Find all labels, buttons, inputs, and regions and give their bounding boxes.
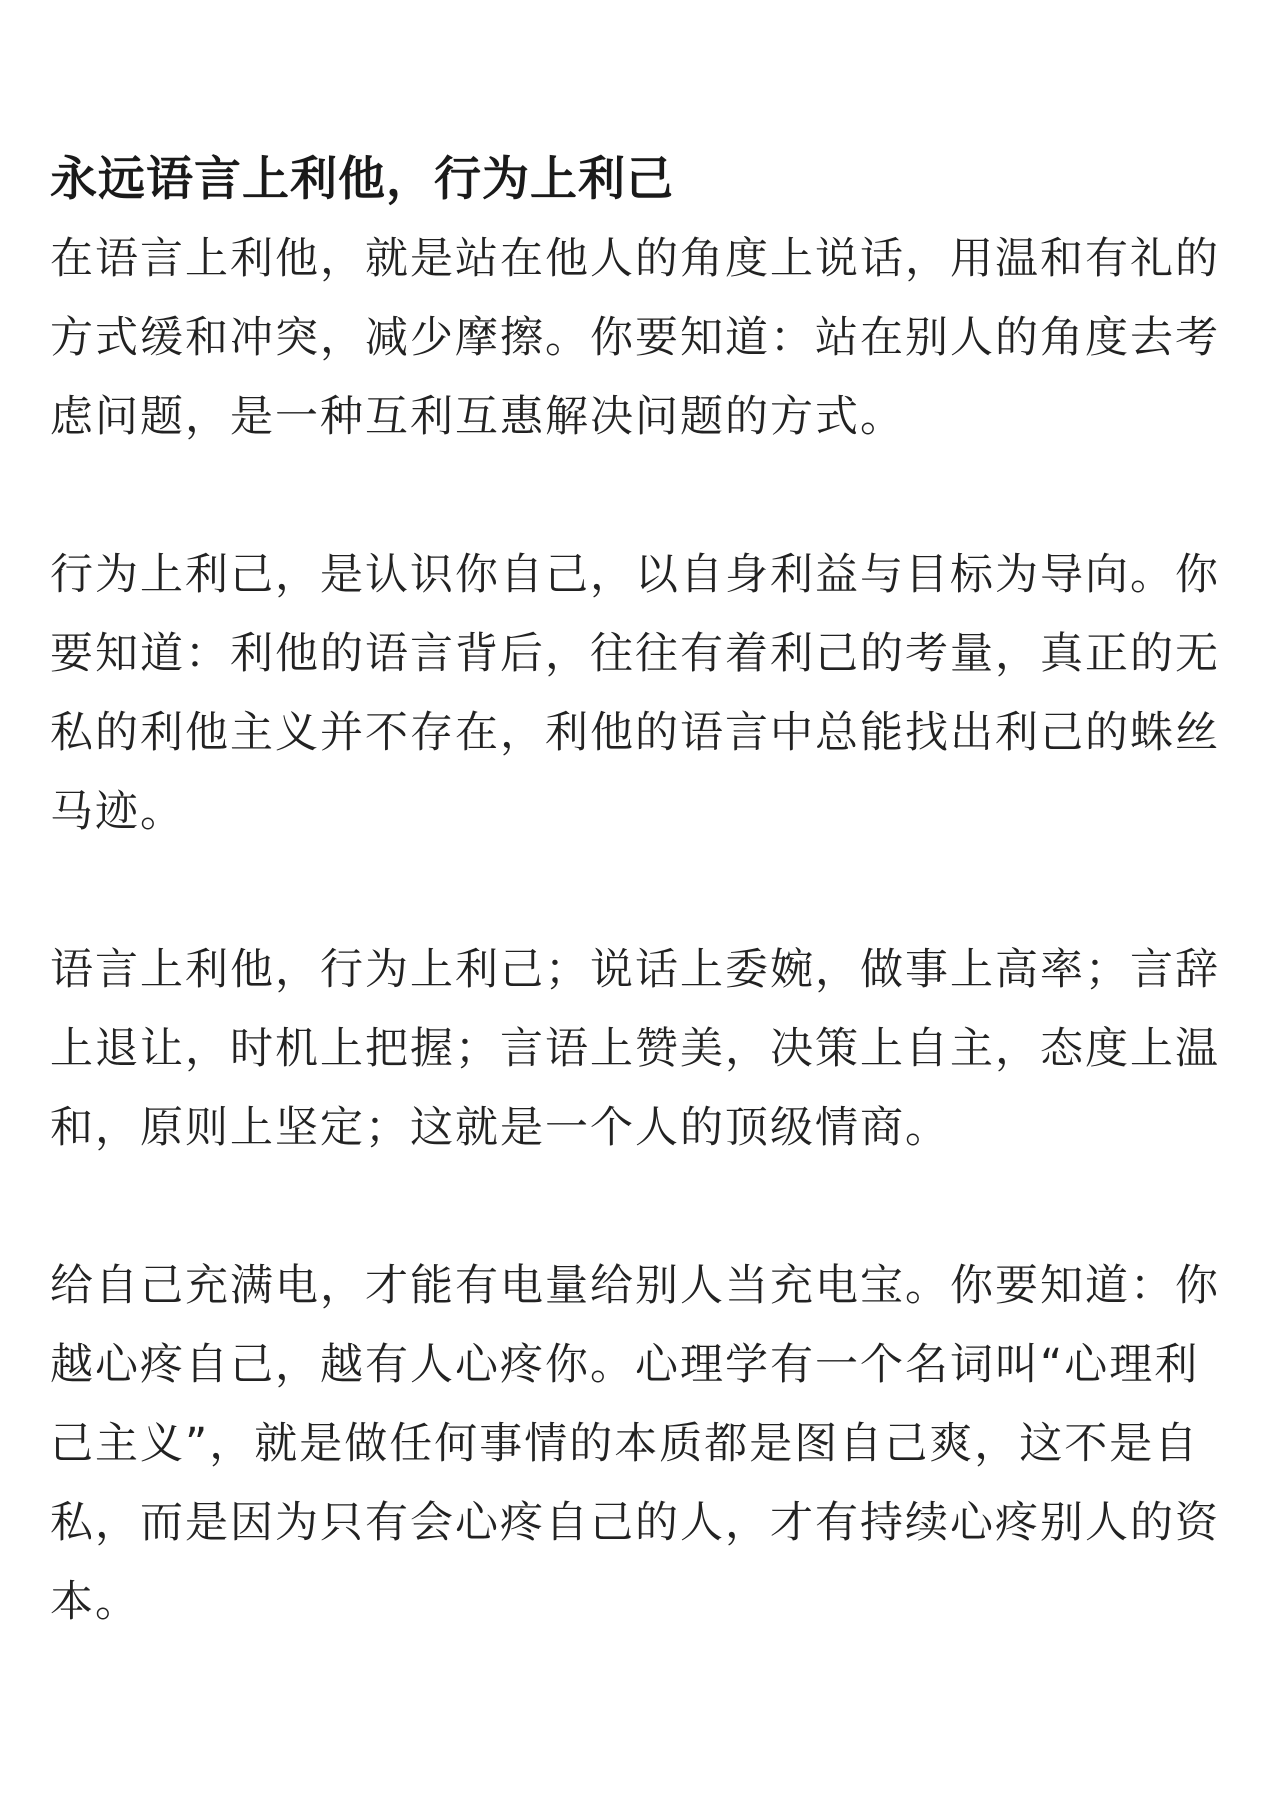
- article-paragraph-4: 给自己充满电，才能有电量给别人当充电宝。你要知道：你越心疼自己，越有人心疼你。心理学有一个名词叫“心理利己主义”，就是做任何事情的本质都是图自己爽，这不是自私，而是因为只有会心疼自己的人，才有持续心疼别人的资本。: [50, 1261, 1220, 1627]
- article-paragraph-2: 行为上利己，是认识你自己，以自身利益与目标为导向。你要知道：利他的语言背后，往往有着利己的考量，真正的无私的利他主义并不存在，利他的语言中总能找出利己的蛛丝马迹。: [50, 550, 1220, 837]
- article-paragraph-1: 在语言上利他，就是站在他人的角度上说话，用温和有礼的方式缓和冲突，减少摩擦。你要知道：站在别人的角度去考虑问题，是一种互利互惠解决问题的方式。: [50, 234, 1220, 442]
- article: [50, 140, 1240, 1642]
- article-paragraph-3: 语言上利他，行为上利己；说话上委婉，做事上高率；言辞上退让，时机上把握；言语上赞美，决策上自主，态度上温和，原则上坚定；这就是一个人的顶级情商。: [50, 945, 1220, 1153]
- article-title: 永远语言上利他，行为上利己: [50, 152, 674, 207]
